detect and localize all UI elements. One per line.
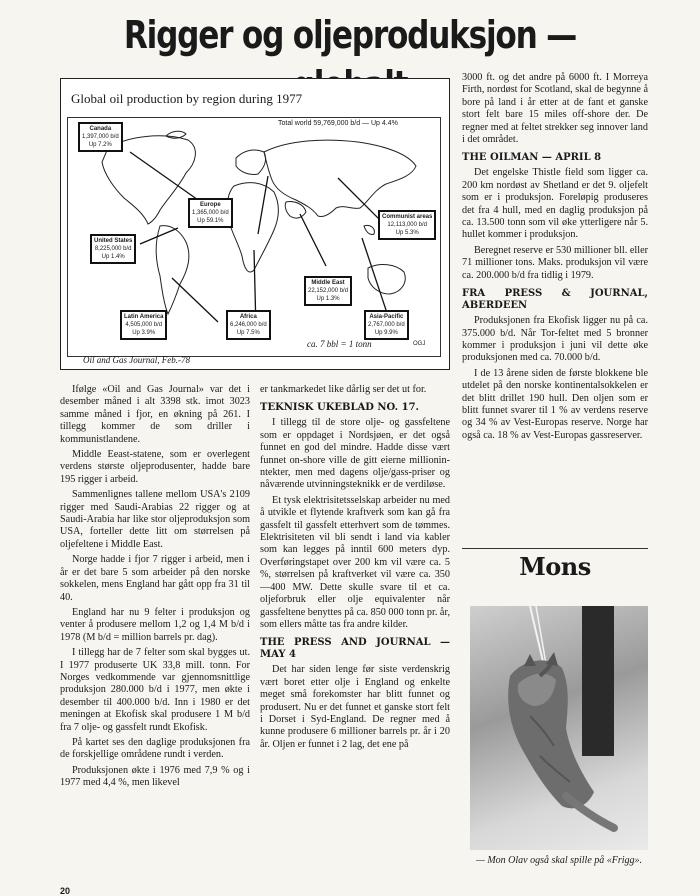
region-box-canada: [78, 122, 123, 152]
paragraph: I de 13 årene siden de første blokkene ble utdelet på den norske kontinentalsokkelen er det blitt drillet 190 hull. Den oljen som er blitt funnet svarer til 1 % av verdens reserve og 34 % av Vest-Europas reserve. Norge har også ca. 18 % av Vest-Europas gassreserver.: [462, 367, 648, 441]
region-name: Communist areas: [382, 214, 433, 220]
article-column-1: [60, 384, 250, 793]
article-column-3: [462, 72, 648, 445]
region-box-asia-pacific: [364, 310, 409, 340]
region-name: Asia-Pacific: [369, 314, 404, 320]
world-map: [67, 117, 441, 357]
region-value: 2,767,000 b/d: [368, 322, 405, 328]
paragraph: Det har siden lenge før siste verdenskrig vært boret etter olje i England og enkelte meget små forekomster har blitt funnet og produsert. Nu er det funnet et ganske stort felt i Dorset i Syd-England. De regner med å kunne produsere 6 millioner barrels pr. år i 20 år. Oljen er funnet i 2 lag, det ene på: [260, 664, 450, 750]
paragraph: England har nu 9 felter i produksjon og venter å produsere mellom 1,2 og 1,4 M b/d i 1978 (M b/d = million barrels pr. dag).: [60, 606, 250, 643]
section-heading: THE OILMAN — APRIL 8: [462, 152, 602, 164]
region-name: Canada: [89, 126, 112, 132]
map-title: Global oil production by region during 1977: [71, 91, 303, 106]
paragraph: Produksjonen økte i 1976 med 7,9 % og i 1977 med 4,4 %, men likevel: [60, 764, 250, 789]
map-total-label: Total world 59,769,000 b/d — Up 4.4%: [278, 120, 398, 127]
paragraph: Norge hadde i fjor 7 rigger i arbeid, men i år er det bare 5 som arbeider på den norske sokkelen, mens England har gått opp fra 31 til 40.: [60, 554, 250, 603]
region-change: Up 5.3%: [395, 230, 419, 236]
region-name: Africa: [239, 314, 257, 320]
region-value: 1,365,000 b/d: [192, 210, 229, 216]
region-value: 12,113,000 b/d: [387, 222, 427, 228]
region-box-united-states: [90, 234, 136, 264]
paragraph: Beregnet reserve er 530 millioner bll. eller 71 millioner tons. Maks. produksjon vil være ca. 200.000 b/d fra tidlig i 1979.: [462, 244, 648, 281]
section-heading: THE PRESS AND JOURNAL — MAY 4: [260, 637, 450, 661]
region-box-middle-east: [304, 276, 352, 306]
kitten-photo: [470, 606, 648, 850]
article-column-2: [260, 384, 450, 754]
region-change: Up 1.3%: [316, 296, 340, 302]
paragraph: er tankmarkedet like dårlig ser det ut for.: [260, 384, 427, 395]
mons-title: Mons: [519, 552, 591, 581]
region-name: Europe: [200, 202, 221, 208]
region-change: Up 59.1%: [197, 218, 224, 224]
region-change: Up 7.2%: [88, 142, 112, 148]
region-value: 22,152,000 b/d: [308, 288, 349, 294]
region-name: Latin America: [124, 314, 164, 320]
region-change: Up 1.4%: [101, 254, 125, 260]
region-change: Up 3.9%: [132, 330, 156, 336]
paragraph: Sammenlignes tallene mellom USA's 2109 rigger med Saudi-Arabias 22 rigger og at Saudi-Arabia har like stor oljeproduksjon som USA, forteller dette litt om størrelsen på oljefeltene i Middle East.: [60, 489, 250, 550]
mons-box: [462, 548, 648, 585]
paragraph: 3000 ft. og det andre på 6000 ft. I Morreya Firth, nordøst for Scotland, skal de begynne å bore på land i år etter at de fant et ganske stort felt bare 15 miles off-shore der. De regner med at feltet strekker seg innover land i det området.: [462, 72, 648, 146]
page-number: 20: [60, 886, 71, 896]
region-value: 4,505,000 b/d: [125, 322, 163, 328]
region-value: 1,397,000 b/d: [82, 134, 119, 140]
paragraph: I tillegg har de 7 felter som skal bygges ut. I 1977 produserte UK 33,8 mill. tonn. For Norges vedkommende var gjennomsnittlige produksjon 280.000 b/d i 1977, men økte i desember til 400.000 b/d. Inn i 1980 er det meningen at Ekofisk skal produsere 1 M b/d fra 7 olje- og gassfelt rundt Ekofisk.: [60, 647, 250, 733]
region-box-latin-america: [120, 310, 167, 340]
page-headline: Rigger og oljeproduksjon —: [123, 13, 577, 57]
region-box-africa: [226, 310, 271, 340]
paragraph: I tillegg til de store olje- og gassfeltene som er oppdaget i Nordsjøen, er det også funnet en god del mindre. Hadde disse vært funnet on-shore ville de gitt eierne millionin-ntekter, men med dagens olje/gass-priser og nåværende utvinningsteknikk er de verdiløse.: [260, 417, 450, 491]
region-value: 6,246,000 b/d: [230, 322, 267, 328]
region-name: Middle East: [311, 280, 345, 286]
kitten-graphic: [470, 606, 648, 850]
paragraph: Middle Eeast-statene, som er overlegent verdens største oljeprodusenter, hadde bare 195 rigger i arbeid.: [60, 449, 250, 485]
paragraph: Produksjonen fra Ekofisk ligger nu på ca. 375.000 b/d. Når Tor-feltet med 5 bronner kommer i produksjon i juni vil dette øke produksjonen med ca. 70.000 b/d.: [462, 315, 648, 364]
map-credit: OGJ: [413, 341, 426, 347]
region-value: 8,225,000 b/d: [94, 246, 132, 252]
paragraph: Ifølge «Oil and Gas Journal» var det i desember måned i alt 3398 stk. imot 3023 samme måned i fjor, en økning på 261. I tillegg kommer de som driller i kommunistlandene.: [60, 384, 250, 445]
handwritten-note-source: Oil and Gas Journal, Feb.-78: [83, 355, 190, 365]
section-heading: FRA PRESS & JOURNAL, ABERDEEN: [462, 288, 648, 312]
region-name: United States: [94, 238, 133, 244]
paragraph: Et tysk elektrisitetsselskap arbeider nu med å utvikle et flytende kraftverk som kan gå fra gassfelt til gassfelt etterhvert som de tømmes. Elektrisiteten vil bli sendt i land via kabler som kan legges på inntil 600 meters dyp. Overføringstapet over 200 km vil være ca. 5 %, størrelsen på kraftverket vil være ca. 350—400 MW. Dette skulle svare til et ca. oljeforbruk eller olje equivalenter når gassfeltene benyttes på ca. 850 000 tonn pr. år, som ellers måtte tas fra andre kilder.: [260, 494, 450, 630]
paragraph: På kartet ses den daglige produksjonen fra de forskjellige områdene rundt i verden.: [60, 736, 250, 761]
region-change: Up 7.5%: [236, 330, 260, 336]
region-box-europe: [188, 198, 233, 228]
paragraph: Det engelske Thistle field som ligger ca. 200 km nordøst av Shetland er det 9. oljefelt som er i produksjon. Foreløpig produseres det fra 4 hull, med en daglig produksjon på ca. 13.500 tonn som vil øke ytterligere når 5. hullet kommer i produksjon.: [462, 167, 648, 241]
region-box-communist-areas: [378, 210, 436, 240]
photo-caption: — Mon Olav også skal spille på «Frigg».: [475, 855, 643, 866]
oil-production-map: [60, 78, 450, 370]
region-change: Up 9.9%: [374, 330, 398, 336]
section-heading: TEKNISK UKEBLAD NO. 17.: [260, 402, 420, 414]
handwritten-note-conversion: ca. 7 bbl = 1 tonn: [307, 339, 372, 349]
